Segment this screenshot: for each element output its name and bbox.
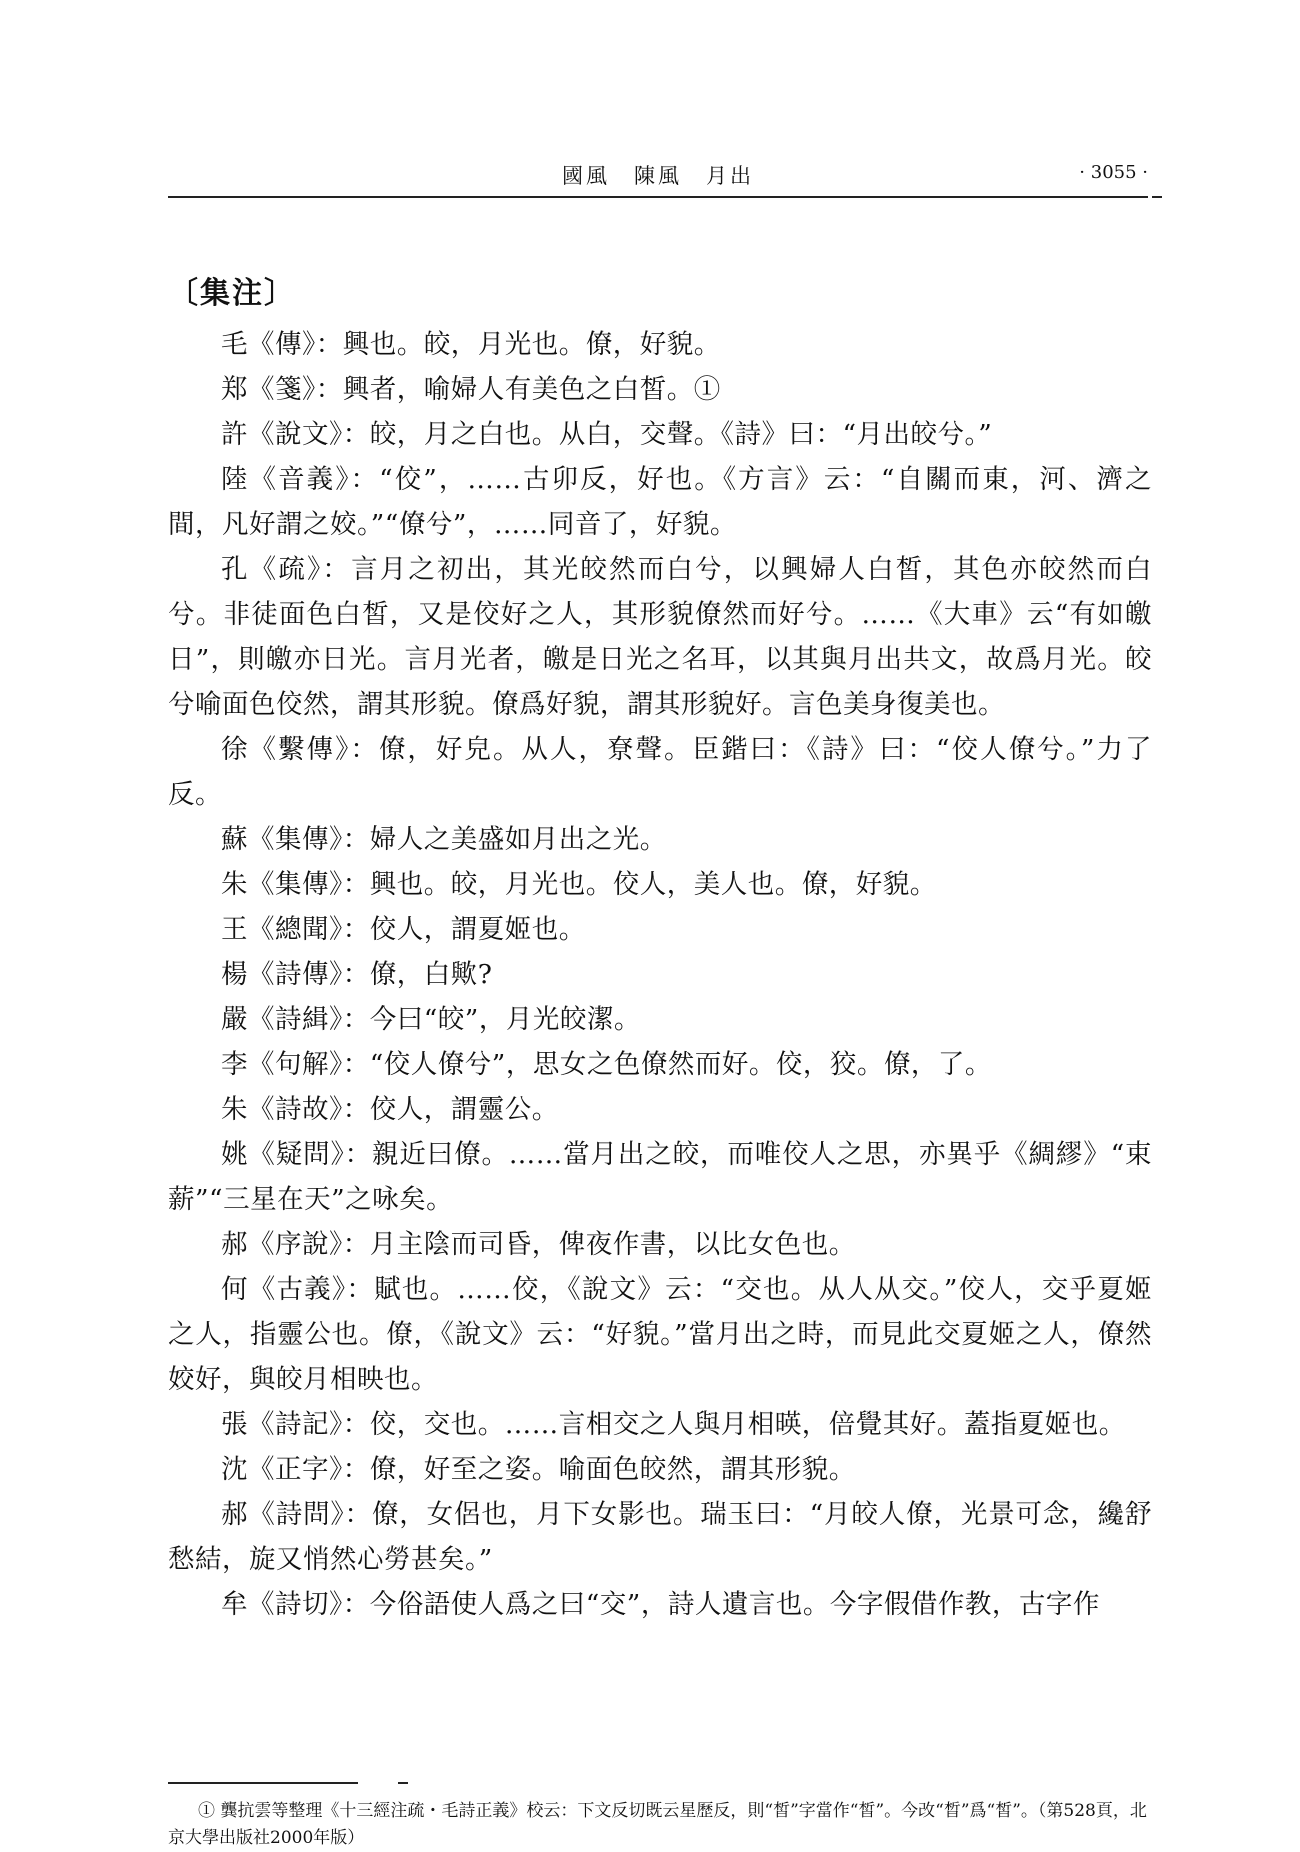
paragraph: 蘇《集傳》：婦人之美盛如月出之光。: [221, 824, 667, 855]
header-rule: [168, 196, 1148, 198]
paragraph: 牟《詩切》：今俗語使人爲之曰“交”，詩人遺言也。今字假借作教，古字作: [221, 1589, 1100, 1620]
paragraph: 姚《疑問》：親近曰僚。……當月出之皎，而唯佼人之思，亦異乎《綢繆》“束薪”“三星在天”之咏矣。: [168, 1139, 1152, 1215]
paragraph: 王《總聞》：佼人，謂夏姬也。: [221, 914, 586, 945]
footnote: ① 龔抗雲等整理《十三經注疏・毛詩正義》校云：下文反切既云星歷反，則“皙”字當作“皙”。今改“晳”爲“皙”。（第528頁，北京大學出版社2000年版）: [168, 1801, 1147, 1848]
paragraph: 孔《疏》：言月之初出，其光皎然而白兮，以興婦人白皙，其色亦皎然而白兮。非徒面色白皙，又是佼好之人，其形貌僚然而好兮。……《大車》云“有如皦日”，則皦亦日光。言月光者，皦是日光之名耳，以其與月出共文，故爲月光。皎兮喻面色佼然，謂其形貌。僚爲好貌，謂其形貌好。言色美身復美也。: [168, 554, 1152, 720]
paragraph: 朱《詩故》：佼人，謂靈公。: [221, 1094, 559, 1125]
section-title: 〔集注〕: [168, 276, 296, 311]
paragraph: 徐《繫傳》：僚，好皃。从人，尞聲。臣鍇曰：《詩》曰：“佼人僚兮。”力了反。: [168, 734, 1152, 810]
page-header: [168, 160, 1148, 200]
page-number: · 3055 ·: [1079, 162, 1148, 183]
paragraph: 楊《詩傳》：僚，白歟?: [221, 959, 493, 990]
paragraph: 毛《傳》：興也。皎，月光也。僚，好貌。: [221, 329, 721, 360]
paragraph: 郝《詩問》：僚，女侶也，月下女影也。瑞玉曰：“月皎人僚，光景可念，纔舒愁結，旋又悄然心勞甚矣。”: [168, 1499, 1152, 1575]
running-title: 國風 陳風 月出: [562, 164, 754, 188]
paragraph: 陸《音義》：“佼”，……古卯反，好也。《方言》云：“自關而東，河、濟之間，凡好謂之姣。”“僚兮”，……同音了，好貌。: [168, 464, 1152, 540]
paragraph: 郑《箋》：興者，喻婦人有美色之白皙。①: [221, 374, 721, 405]
footnote-rule: [168, 1782, 358, 1784]
paragraph: 沈《正字》：僚，好至之姿。喻面色皎然，謂其形貌。: [221, 1454, 856, 1485]
paragraph: 朱《集傳》：興也。皎，月光也。佼人，美人也。僚，好貌。: [221, 869, 937, 900]
paragraph: 李《句解》：“佼人僚兮”，思女之色僚然而好。佼，狡。僚，了。: [221, 1049, 992, 1080]
header-rule-tick: [1152, 196, 1162, 198]
paragraph: 張《詩記》：佼，交也。……言相交之人與月相暎，倍覺其好。蓋指夏姬也。: [221, 1409, 1126, 1440]
footnote-rule-tick: [398, 1782, 408, 1784]
paragraph: 郝《序說》：月主陰而司昏，俾夜作書，以比女色也。: [221, 1229, 856, 1260]
paragraph: 何《古義》：賦也。……佼，《說文》云：“交也。从人从交。”佼人，交乎夏姬之人，指靈公也。僚，《說文》云：“好貌。”當月出之時，而見此交夏姬之人，僚然姣好，與皎月相映也。: [168, 1274, 1152, 1395]
paragraph: 許《說文》：皎，月之白也。从白，交聲。《詩》曰：“月出皎兮。”: [221, 419, 993, 450]
paragraph: 嚴《詩緝》：今曰“皎”，月光皎潔。: [221, 1004, 641, 1035]
commentary-body: [168, 322, 1152, 1627]
